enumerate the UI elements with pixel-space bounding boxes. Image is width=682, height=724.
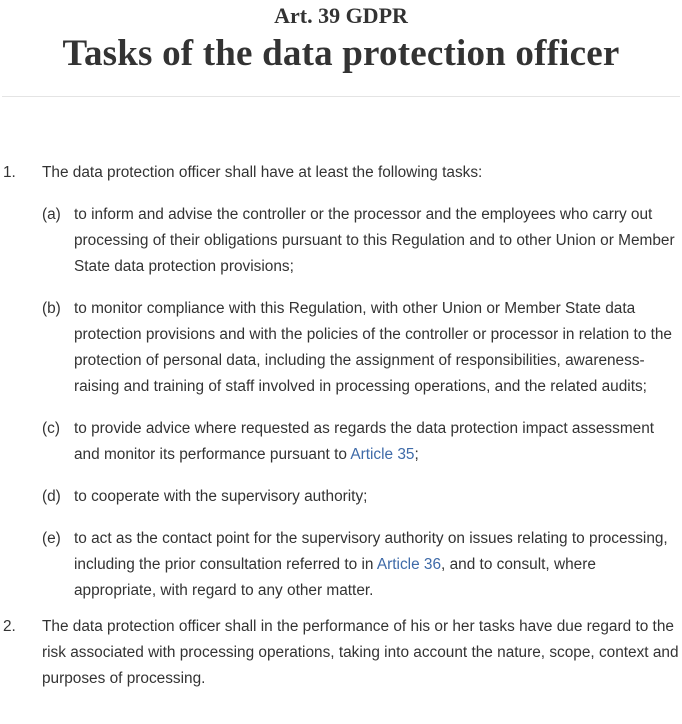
item-letter: (b) bbox=[42, 300, 61, 317]
item-text: to inform and advise the controller or the processor and the employees who carry out processing of their obligations pursuant to this Regulation and to other Union or Member State data protection provisions; bbox=[74, 206, 675, 275]
item-text-after: , and to consult, where appropriate, with regard to any other matter. bbox=[74, 556, 596, 599]
article-35-link[interactable]: Article 35 bbox=[350, 446, 415, 463]
item-letter: (d) bbox=[42, 488, 61, 505]
paragraph-2 bbox=[0, 614, 682, 692]
list-item-e bbox=[42, 526, 682, 604]
item-text-before: to provide advice where requested as regards the data protection impact assessment and monitor its performance pursuant to bbox=[74, 420, 655, 463]
item-text-after: ; bbox=[414, 446, 419, 463]
list-item-d bbox=[42, 484, 682, 510]
task-list bbox=[42, 202, 682, 604]
paragraph-text: The data protection officer shall in the performance of his or her tasks have due regard to the risk associated with processing operations, taking into account the nature, scope, context and purposes of processing. bbox=[42, 618, 679, 687]
paragraph-number: 1. bbox=[3, 164, 16, 181]
item-letter: (a) bbox=[42, 206, 61, 223]
article-body bbox=[0, 160, 682, 692]
item-text: to monitor compliance with this Regulation, with other Union or Member State data protection provisions and with the policies of the controller or processor in relation to the protection of personal data, including the assignment of responsibilities, awareness-raising and training of staff involved in processing operations, and the related audits; bbox=[74, 300, 672, 395]
paragraph-text: The data protection officer shall have at least the following tasks: bbox=[42, 164, 483, 181]
header-divider bbox=[2, 96, 680, 97]
list-item-c bbox=[42, 416, 682, 468]
item-letter: (e) bbox=[42, 530, 61, 547]
item-letter: (c) bbox=[42, 420, 60, 437]
article-number: Art. 39 GDPR bbox=[274, 3, 408, 28]
list-item-a bbox=[42, 202, 682, 280]
item-text: to cooperate with the supervisory authority; bbox=[74, 488, 368, 505]
list-item-b bbox=[42, 296, 682, 400]
paragraph-number: 2. bbox=[3, 618, 16, 635]
paragraph-1 bbox=[0, 160, 682, 604]
item-text-before: to act as the contact point for the supervisory authority on issues relating to processing, including the prior consultation referred to in bbox=[74, 530, 668, 573]
article-36-link[interactable]: Article 36 bbox=[376, 556, 442, 573]
item-text bbox=[74, 530, 668, 599]
article-header bbox=[0, 0, 682, 76]
item-text bbox=[74, 420, 654, 463]
page-title: Tasks of the data protection officer bbox=[62, 33, 620, 74]
